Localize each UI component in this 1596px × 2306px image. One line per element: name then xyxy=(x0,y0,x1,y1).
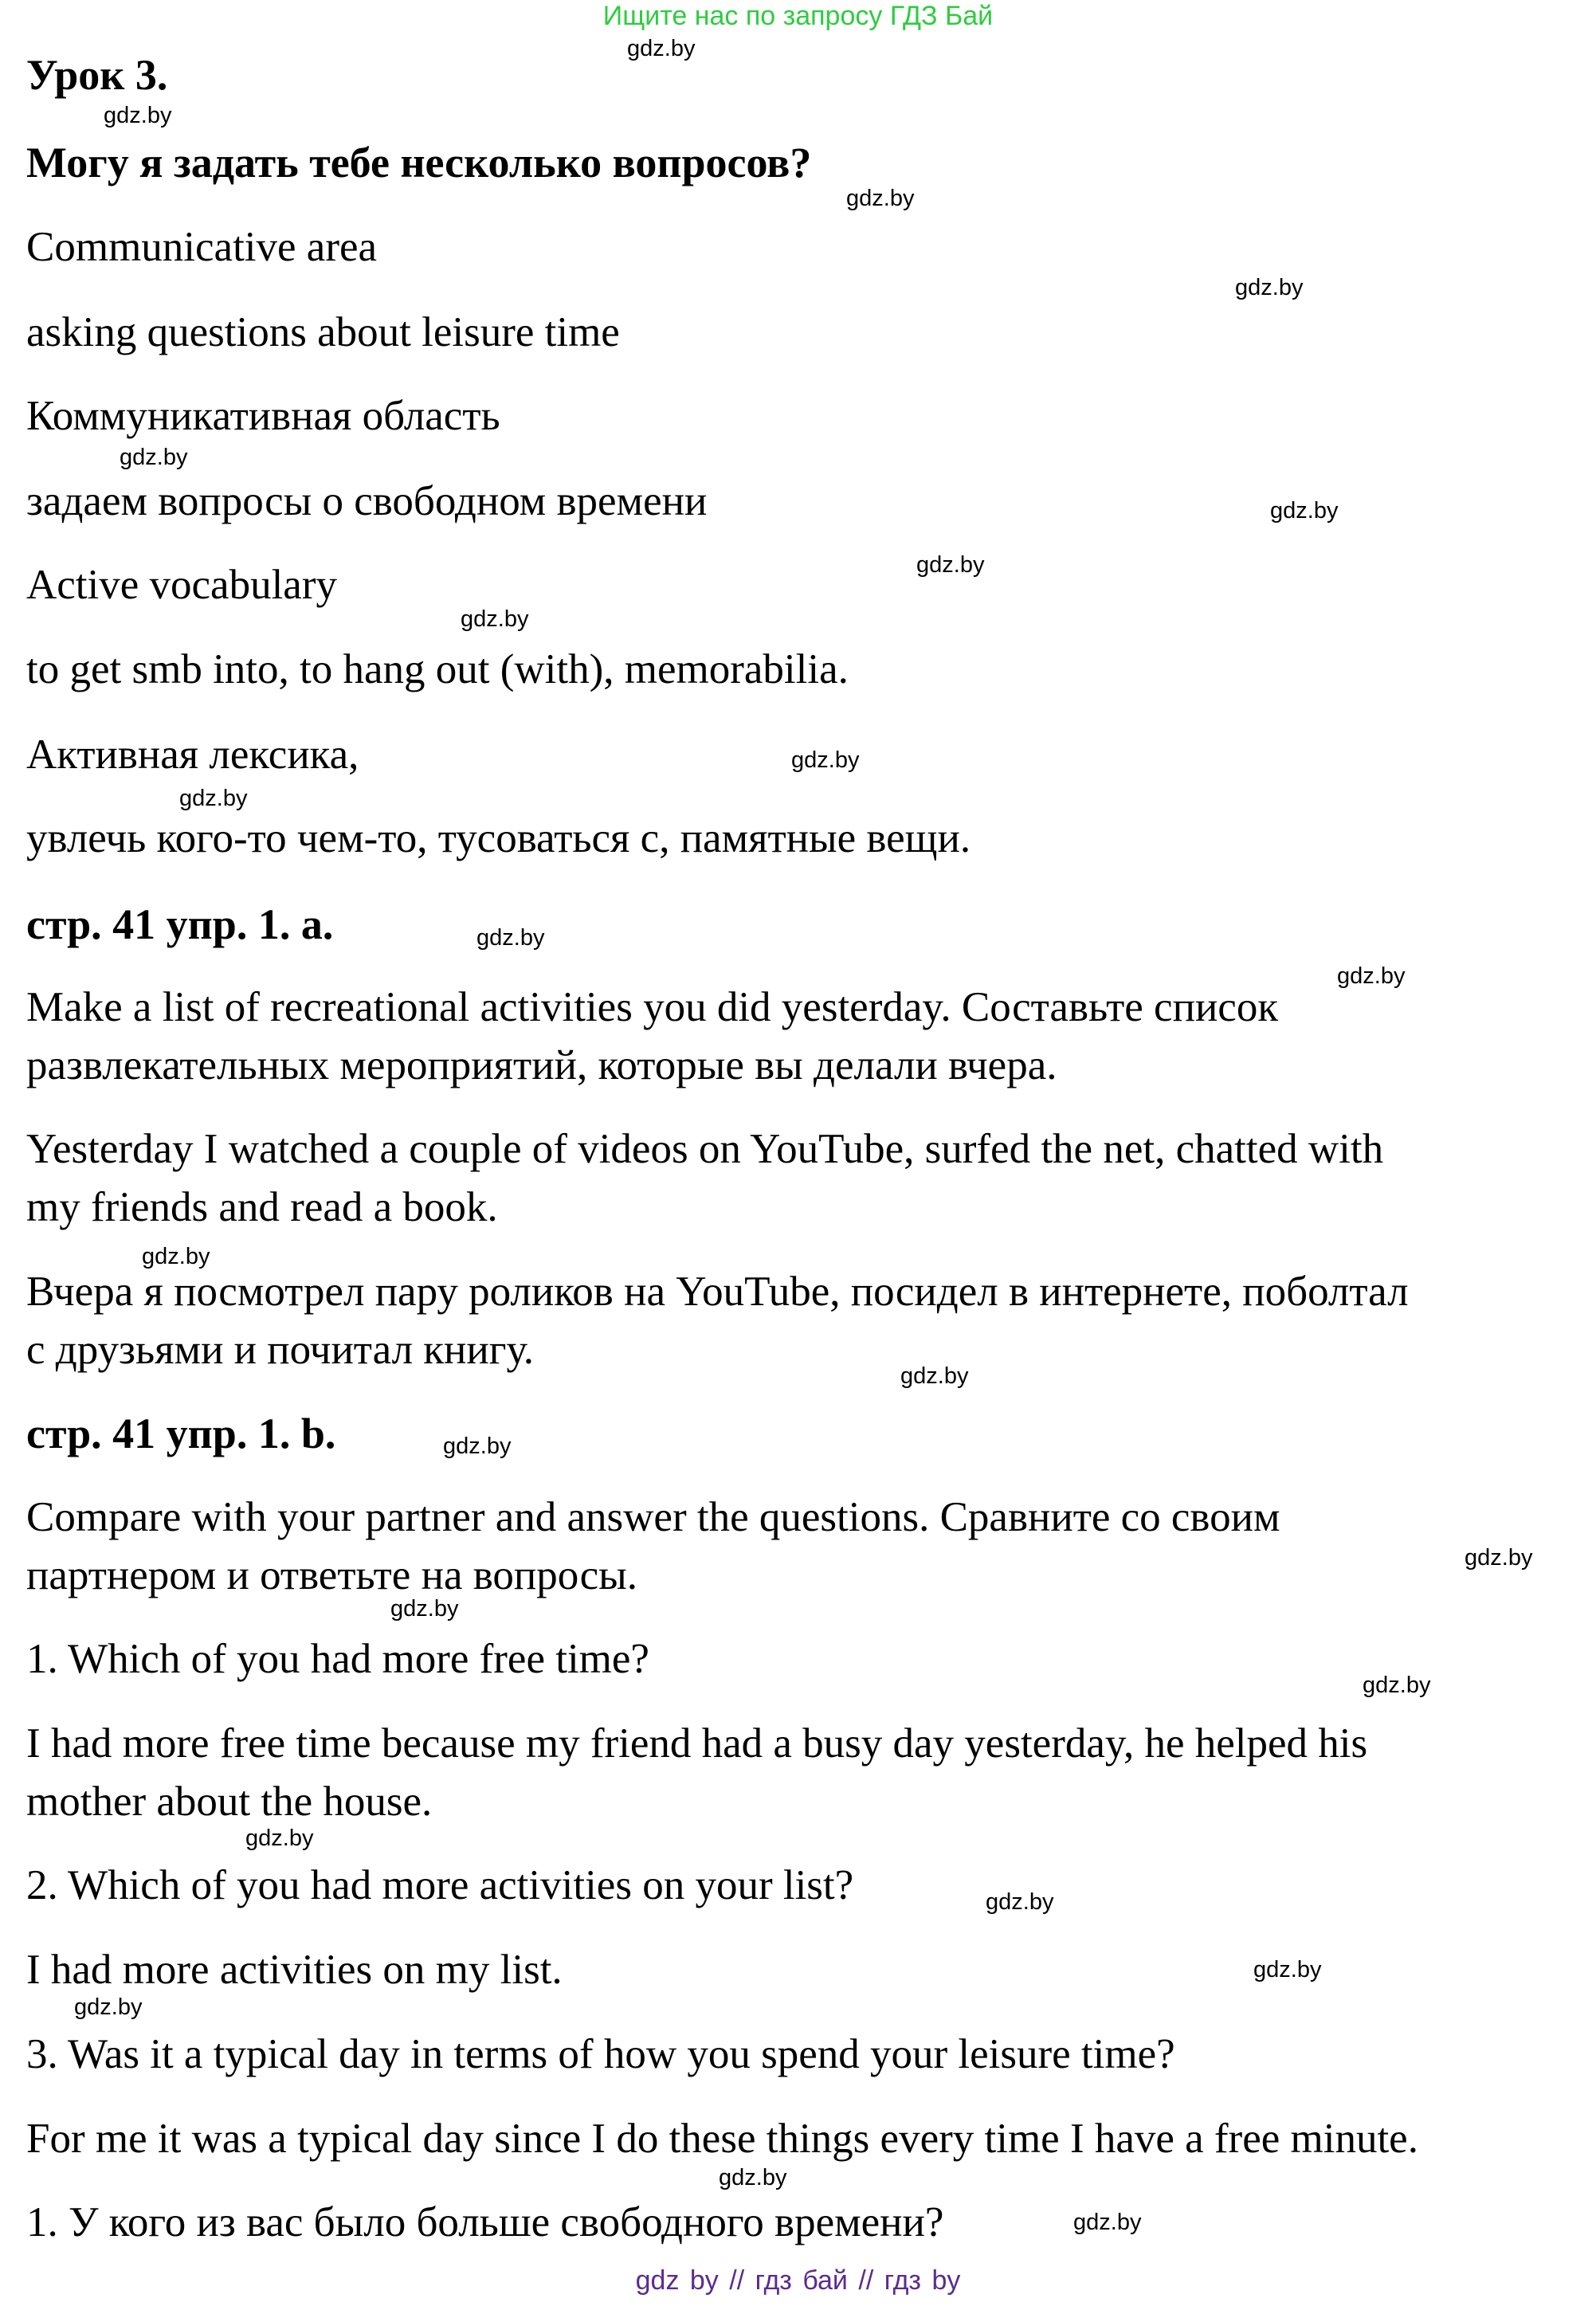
watermark: gdz.by xyxy=(390,1596,459,1622)
question-1-ru: 1. У кого из вас было больше свободного времени? xyxy=(26,2199,944,2245)
footer-links[interactable]: gdz by // гдз бай // гдз by xyxy=(635,2265,961,2296)
watermark: gdz.by xyxy=(791,747,860,773)
active-vocabulary-label: Active vocabulary xyxy=(26,562,337,608)
watermark: gdz.by xyxy=(1073,2210,1142,2235)
exercise-1b-task-line: Compare with your partner and answer the questions. Сравните со своим xyxy=(26,1494,1280,1540)
active-vocabulary-label-ru: Активная лексика, xyxy=(26,731,359,778)
watermark: gdz.by xyxy=(846,186,915,211)
answer-1: mother about the house. xyxy=(26,1779,433,1825)
exercise-1b-task-line: партнером и ответьте на вопросы. xyxy=(26,1552,637,1598)
exercise-1a-answer-ru: Вчера я посмотрел пару роликов на YouTube, посидел в интернете, поболтал xyxy=(26,1269,1409,1315)
answer-2: I had more activities on my list. xyxy=(26,1947,563,1993)
exercise-1b-heading: стр. 41 упр. 1. b. xyxy=(26,1410,336,1457)
active-vocabulary-text: to get smb into, to hang out (with), memorabilia. xyxy=(26,646,849,692)
exercise-1a-heading: стр. 41 упр. 1. а. xyxy=(26,900,334,948)
watermark: gdz.by xyxy=(245,1826,314,1851)
watermark: gdz.by xyxy=(476,925,545,951)
question-1: 1. Which of you had more free time? xyxy=(26,1636,649,1682)
watermark: gdz.by xyxy=(1465,1545,1533,1571)
watermark: gdz.by xyxy=(74,1994,143,2020)
watermark: gdz.by xyxy=(443,1433,512,1459)
watermark: gdz.by xyxy=(900,1363,969,1389)
watermark: gdz.by xyxy=(1337,963,1406,989)
communicative-area-text: asking questions about leisure time xyxy=(26,309,620,355)
top-banner[interactable]: Ищите нас по запросу ГДЗ Бай xyxy=(602,1,994,31)
watermark: gdz.by xyxy=(986,1889,1054,1915)
answer-1: I had more free time because my friend had a busy day yesterday, he helped his xyxy=(26,1720,1368,1767)
watermark: gdz.by xyxy=(179,786,248,811)
exercise-1a-answer-ru: с друзьями и почитал книгу. xyxy=(26,1327,534,1373)
exercise-1a-task-line: развлекательных мероприятий, которые вы делали вчера. xyxy=(26,1042,1057,1088)
exercise-1a-answer-en: Yesterday I watched a couple of videos on YouTube, surfed the net, chatted with xyxy=(26,1126,1384,1172)
watermark: gdz.by xyxy=(120,445,188,470)
lesson-title: Урок 3. xyxy=(26,51,168,99)
watermark: gdz.by xyxy=(1363,1673,1431,1698)
active-vocabulary-text-ru: увлечь кого-то чем-то, тусоваться с, памятные вещи. xyxy=(26,815,971,861)
question-3: 3. Was it a typical day in terms of how you spend your leisure time? xyxy=(26,2031,1175,2077)
communicative-area-label: Communicative area xyxy=(26,224,378,270)
watermark: gdz.by xyxy=(627,36,696,61)
watermark: gdz.by xyxy=(142,1244,210,1269)
watermark: gdz.by xyxy=(719,2165,787,2190)
communicative-area-label-ru: Коммуникативная область xyxy=(26,393,500,439)
watermark: gdz.by xyxy=(916,552,985,578)
exercise-1a-task-line: Make a list of recreational activities you did yesterday. Составьте список xyxy=(26,984,1279,1030)
communicative-area-text-ru: задаем вопросы о свободном времени xyxy=(26,478,708,524)
watermark: gdz.by xyxy=(461,606,529,632)
watermark: gdz.by xyxy=(104,103,172,128)
watermark: gdz.by xyxy=(1270,498,1339,524)
watermark: gdz.by xyxy=(1235,275,1304,300)
answer-3: For me it was a typical day since I do these things every time I have a free minute. xyxy=(26,2116,1418,2162)
question-2: 2. Which of you had more activities on your list? xyxy=(26,1862,854,1908)
watermark: gdz.by xyxy=(1253,1957,1322,1982)
exercise-1a-answer-en: my friends and read a book. xyxy=(26,1184,498,1230)
lesson-subtitle: Могу я задать тебе несколько вопросов? xyxy=(26,139,812,186)
